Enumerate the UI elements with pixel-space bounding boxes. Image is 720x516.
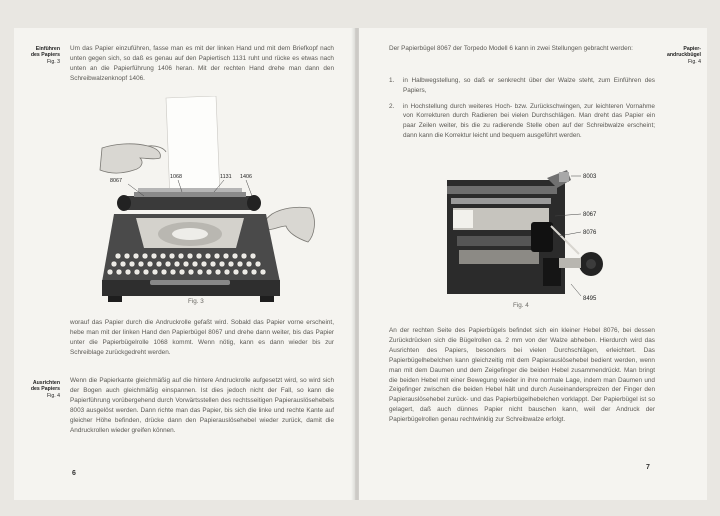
typewriter-carriage [124, 196, 254, 210]
figure-caption-4: Fig. 4 [513, 302, 529, 309]
list-item [389, 102, 655, 141]
margin-note-fig: Fig. 4 [47, 392, 60, 399]
margin-note-title-2: andruckbügel [666, 52, 701, 59]
label-1406: 1406 [240, 174, 252, 180]
left-hand [100, 144, 160, 173]
list-item [389, 76, 655, 96]
margin-note-title-1: Papier- [683, 46, 701, 52]
page-number-left: 6 [72, 470, 76, 477]
margin-note-fig: Fig. 4 [688, 58, 701, 65]
left-page [14, 28, 355, 500]
paragraph-align-paper: Wenn die Papierkante gleichmäßig auf die hintere Andruckrolle aufgesetzt wird, so wird sich der Bogen auch gleichmäßig einspannen. Ist dies jedoch nicht der Fall, so kann die Papierführung vorübergehend durch Vorwärtsstellen des rechtsseitigen Papierauslösehebels 8003 ausgelöst werden. Dann richte man das Papier, bis sich die linke und rechte Kante auf gleicher Höhe befinden, drücke dann den Papierauslösehebel wieder zurück, damit die Andruckrollen wieder greifen können. [70, 377, 334, 434]
label-8003: 8003 [583, 174, 597, 180]
label-8495: 8495 [583, 296, 597, 302]
margin-note-insert-paper [18, 46, 60, 65]
paragraph-intro: Der Papierbügel 8067 der Torpedo Modell 6 kann in zwei Stellungen gebracht werden: [389, 45, 633, 52]
paragraph-paper-bail: worauf das Papier durch die Andruckrolle gefaßt wird. Sobald das Papier vorne erscheint, hebe man mit der linken Hand den Papierbügel 8067 und drehe dann weiter, bis das Papier unter die Papierbügelrolle 1068 kommt. Wenn nötig, kann es dann wieder bis zur Schreiblage zurückgedreht werden. [70, 319, 334, 356]
figure-typewriter [74, 96, 324, 318]
paragraph-paper-bail-lever: An der rechten Seite des Papierbügels befindet sich ein kleiner Hebel 8076, bei dessen Zurückdrücken sich die Bügelrollen ca. 2 mm von der Walze abheben. Hierdurch wird das Ausrichten des Papiers, besonders bei vielen Durchschlägen, erleichtert. Das Papierbügelhebelchen kann gleichzeitig mit dem Papierauslösehebel bedient werden, wenn man mit dem Daumen und dem Zeigefinger die beiden Hebel zusammendrückt. Man bringt die beiden Hebel mit einer Bewegung wieder in ihre normale Lage, indem man Daumen und Zeigefinger zwischen die beiden Hebel hält und durch Auseinanderspreizen der Finger den Papierauslösehebel zurück- und das Papierbügelhebelchen vorklappt. Der Papierbügel ist so gelagert, daß auch dünnes Papier nicht bauschen kann, weil der Andruck der Papierbügelrollen genau rechtwinklig zur Schreibwalze erfolgt. [389, 327, 655, 424]
list-number: 1. [389, 77, 395, 84]
margin-note-title-2: des Papiers [30, 386, 60, 393]
right-page [359, 28, 707, 500]
paper-sheet [166, 96, 220, 200]
margin-note-title-1: Ausrichten [32, 380, 60, 386]
paragraph-insert-paper: Um das Papier einzuführen, fasse man es mit der linken Hand und mit dem Briefkopf nach unten gegen sich, so daß es genau auf den Papiertisch 1131 ruht und rücke es etwas nach unten an die Papierführung 1406 heran. Mit der rechten Hand drehe man dann den Schreibwalzenknopf 1406. [70, 45, 334, 82]
right-hand [263, 207, 314, 242]
list-text: in Halbwegstellung, so daß er senkrecht über der Walze steht, zum Einführen des Papiers, [403, 77, 655, 94]
page-number-right: 7 [646, 464, 650, 471]
margin-note-title-1: Einführen [35, 46, 60, 52]
margin-note-paper-bail [659, 46, 701, 65]
label-8067: 8067 [583, 212, 597, 218]
margin-note-title-2: des Papiers [30, 52, 60, 59]
label-1068: 1068 [170, 174, 182, 180]
figure-caption-3: Fig. 3 [188, 298, 204, 305]
margin-note-fig: Fig. 3 [47, 58, 60, 65]
margin-note-align-paper [18, 380, 60, 399]
list-number: 2. [389, 102, 395, 110]
figure-paper-bail-mechanism [447, 166, 627, 310]
label-8076: 8076 [583, 230, 597, 236]
bail-positions-list [389, 76, 655, 147]
label-8067: 8067 [110, 178, 122, 184]
label-1131: 1131 [220, 174, 232, 180]
list-text: in Hochstellung durch weiteres Hoch- bzw. Zurückschwingen, zur leichteren Vornahme von Korrekturen durch Radieren bei vielen Durchschlägen. Man dreht das Papier ein paar Zeilen weiter, bis die zu radierende Stelle oben auf der Schreibwalze erscheint; dann kann die Korrektur leicht und bequem ausgeführt werden. [403, 102, 655, 139]
